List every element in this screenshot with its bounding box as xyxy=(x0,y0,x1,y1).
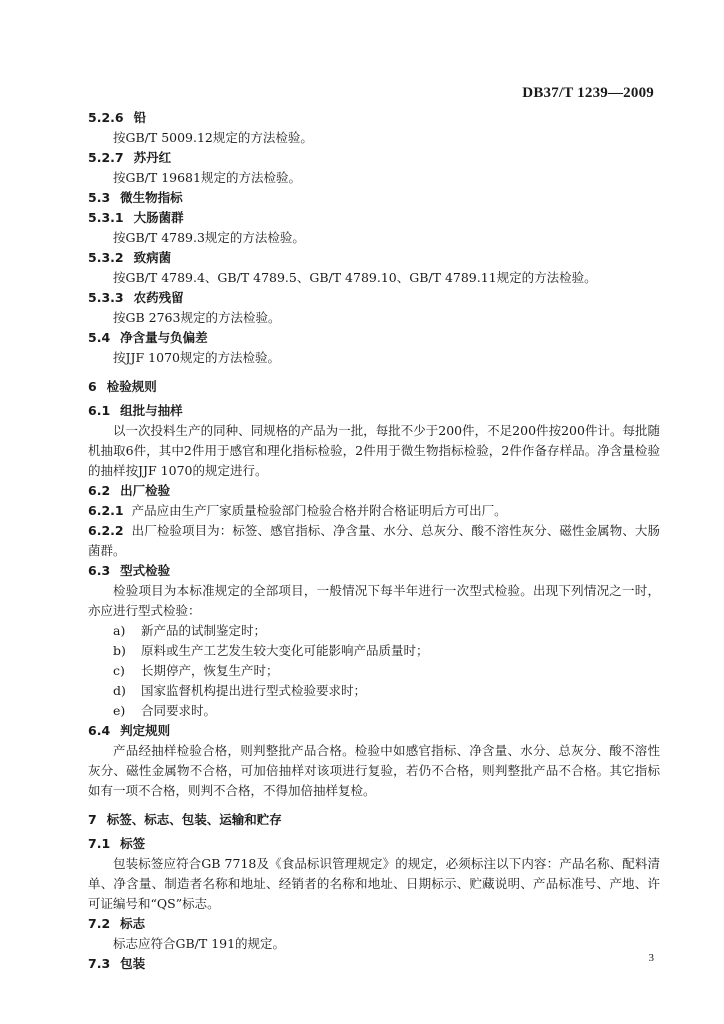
section-number: 6.1 xyxy=(88,403,111,418)
section-number: 5.4 xyxy=(88,330,111,345)
chapter-heading xyxy=(88,810,660,830)
section-title: 出厂检验 xyxy=(120,483,171,498)
section-number: 5.2.6 xyxy=(88,110,124,125)
section-number: 6.3 xyxy=(88,563,111,578)
paragraph: 按JJF 1070规定的方法检验。 xyxy=(113,350,280,365)
section-number: 7.2 xyxy=(88,916,111,931)
paragraph: 包装标签应符合GB 7718及《食品标识管理规定》的规定，必须标注以下内容：产品名称、配料清单、净含量、制造者名称和地址、经销者的名称和地址、日期标示、贮藏说明、产品标准号、产地、许可证编号和“QS”标志。 xyxy=(88,856,660,911)
paragraph: 按GB/T 4789.3规定的方法检验。 xyxy=(113,230,305,245)
paragraph: 按GB/T 19681规定的方法检验。 xyxy=(113,170,301,185)
list-marker: a) xyxy=(113,623,126,638)
section-title: 农药残留 xyxy=(133,290,184,305)
section-heading xyxy=(88,188,660,208)
numbered-clause xyxy=(88,501,660,521)
list-text: 新产品的试制鉴定时； xyxy=(141,623,267,638)
section-number: 5.3 xyxy=(88,190,111,205)
list-text: 合同要求时。 xyxy=(141,703,217,718)
list-text: 原料或生产工艺发生较大变化可能影响产品质量时； xyxy=(141,643,429,658)
section-heading xyxy=(88,481,660,501)
section-title: 组批与抽样 xyxy=(120,403,183,418)
section-number: 6 xyxy=(88,379,97,394)
section-title: 净含量与负偏差 xyxy=(120,330,208,345)
section-heading xyxy=(88,721,660,741)
section-number: 7 xyxy=(88,812,97,827)
document-body xyxy=(88,108,660,974)
section-number: 7.3 xyxy=(88,956,111,971)
section-heading xyxy=(88,108,660,128)
list-marker: d) xyxy=(113,683,126,698)
section-title: 标签 xyxy=(120,836,146,851)
section-number: 5.3.3 xyxy=(88,290,124,305)
section-number: 5.3.2 xyxy=(88,250,124,265)
paragraph: 以一次投料生产的同种、同规格的产品为一批，每批不少于200件，不足200件按200件计。每批随机抽取6件，其中2件用于感官和理化指标检验，2件用于微生物指标检验，2件作备存样品。净含量检验的抽样按JJF 1070的规定进行。 xyxy=(88,423,660,478)
section-title: 标签、标志、包装、运输和贮存 xyxy=(106,812,282,827)
section-heading xyxy=(88,148,660,168)
section-title: 苏丹红 xyxy=(133,150,172,165)
section-title: 包装 xyxy=(120,956,146,971)
section-title: 检验规则 xyxy=(106,379,157,394)
clause-text: 产品应由生产厂家质量检验部门检验合格并附合格证明后方可出厂。 xyxy=(131,503,507,518)
section-number: 5.2.7 xyxy=(88,150,124,165)
paragraph: 标志应符合GB/T 191的规定。 xyxy=(113,936,286,951)
clause-number: 6.2.2 xyxy=(88,523,124,538)
list-text: 长期停产，恢复生产时； xyxy=(141,663,279,678)
section-title: 判定规则 xyxy=(120,723,171,738)
section-heading xyxy=(88,288,660,308)
section-heading xyxy=(88,914,660,934)
list-marker: b) xyxy=(113,643,126,658)
clause-text: 出厂检验项目为：标签、感官指标、净含量、水分、总灰分、酸不溶性灰分、磁性金属物、大肠菌群。 xyxy=(88,523,660,558)
section-title: 铅 xyxy=(133,110,147,125)
paragraph: 检验项目为本标准规定的全部项目，一般情况下每半年进行一次型式检验。出现下列情况之一时，亦应进行型式检验： xyxy=(88,583,660,618)
list-item xyxy=(88,661,660,681)
section-heading xyxy=(88,328,660,348)
list-item xyxy=(88,701,660,721)
section-number: 7.1 xyxy=(88,836,111,851)
list-marker: e) xyxy=(113,703,126,718)
section-title: 型式检验 xyxy=(120,563,171,578)
page-number: 3 xyxy=(648,952,654,964)
section-title: 标志 xyxy=(120,916,146,931)
section-heading xyxy=(88,561,660,581)
section-heading xyxy=(88,208,660,228)
chapter-heading xyxy=(88,377,660,397)
numbered-clause xyxy=(88,521,660,561)
section-title: 大肠菌群 xyxy=(133,210,184,225)
list-marker: c) xyxy=(113,663,125,678)
paragraph: 按GB 2763规定的方法检验。 xyxy=(113,310,281,325)
document-code: DB37/T 1239—2009 xyxy=(522,85,654,101)
section-heading xyxy=(88,248,660,268)
section-heading xyxy=(88,834,660,854)
paragraph: 按GB/T 5009.12规定的方法检验。 xyxy=(113,130,313,145)
list-text: 国家监督机构提出进行型式检验要求时； xyxy=(141,683,367,698)
list-item xyxy=(88,621,660,641)
list-item xyxy=(88,641,660,661)
section-heading xyxy=(88,954,660,974)
section-heading xyxy=(88,401,660,421)
section-title: 微生物指标 xyxy=(120,190,183,205)
paragraph: 产品经抽样检验合格，则判整批产品合格。检验中如感官指标、净含量、水分、总灰分、酸不溶性灰分、磁性金属物不合格，可加倍抽样对该项进行复验，若仍不合格，则判整批产品不合格。其它指标如有一项不合格，则判不合格，不得加倍抽样复检。 xyxy=(88,743,660,798)
clause-number: 6.2.1 xyxy=(88,503,124,518)
section-number: 5.3.1 xyxy=(88,210,124,225)
section-number: 6.4 xyxy=(88,723,111,738)
paragraph: 按GB/T 4789.4、GB/T 4789.5、GB/T 4789.10、GB/T 4789.11规定的方法检验。 xyxy=(113,270,597,285)
section-number: 6.2 xyxy=(88,483,111,498)
section-title: 致病菌 xyxy=(133,250,172,265)
list-item xyxy=(88,681,660,701)
